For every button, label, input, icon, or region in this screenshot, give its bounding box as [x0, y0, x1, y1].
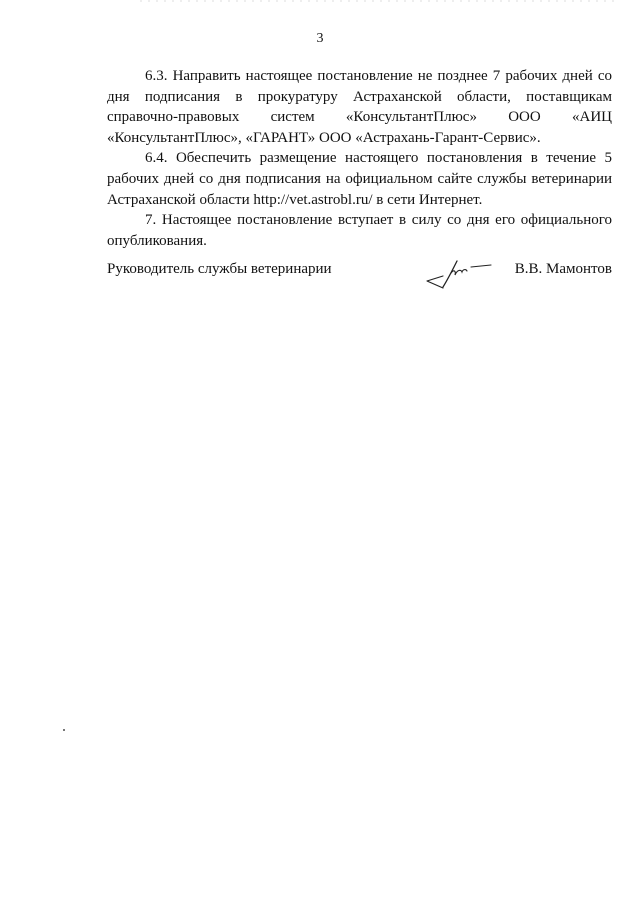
scan-artifact: [63, 729, 65, 731]
signature-block: [107, 257, 612, 293]
paragraph-6-3: 6.3. Направить настоящее постановление не позднее 7 рабочих дней со дня подписания в прокуратуру Астраханской области, поставщикам справочно-правовых систем «КонсультантПлюс» ООО «АИЦ «КонсультантПлюс», «ГАРАНТ» ООО «Астрахань-Гарант-Сервис».: [107, 68, 612, 146]
scan-edge-mark: [140, 0, 620, 2]
page-number: 3: [316, 31, 324, 46]
paragraph-7: 7. Настоящее постановление вступает в силу со дня его официального опубликования.: [107, 212, 612, 249]
signer-name: В.В. Мамонтов: [514, 261, 612, 277]
handwritten-signature-icon: [423, 257, 495, 291]
paragraph-6-4: 6.4. Обеспечить размещение настоящего постановления в течение 5 рабочих дней со дня подписания на официальном сайте службы ветеринарии Астраханской области http://vet.astrobl.ru/ в сети Интернет.: [107, 150, 612, 208]
document-body: [107, 66, 612, 251]
signer-position: Руководитель службы ветеринарии: [107, 261, 332, 277]
